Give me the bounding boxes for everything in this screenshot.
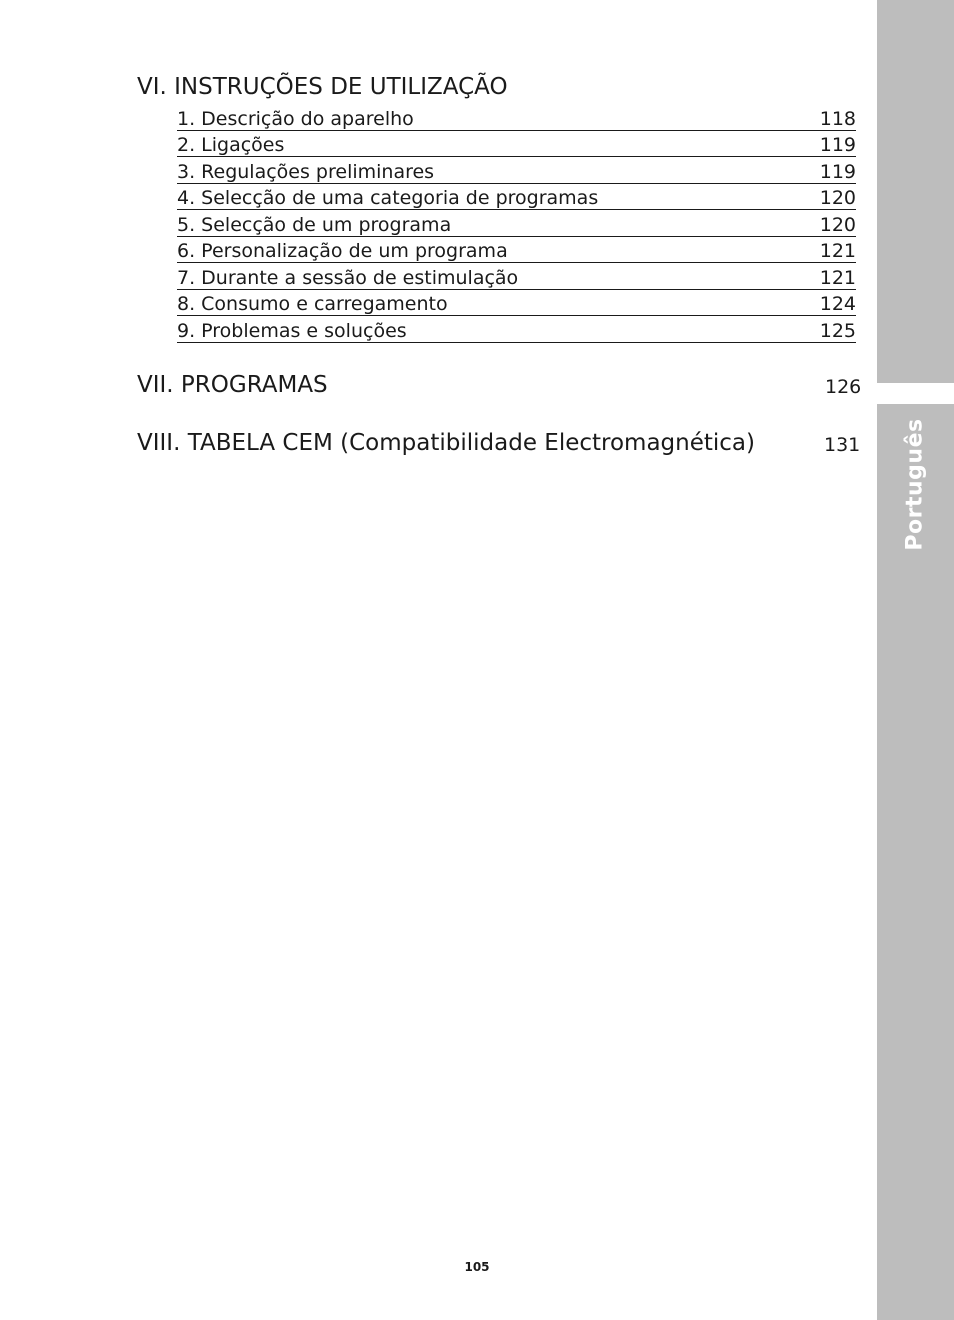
sidebar-tab-upper xyxy=(877,0,954,383)
toc-entry[interactable] xyxy=(177,183,856,210)
toc-entry-page: 119 xyxy=(819,134,856,156)
page-number: 105 xyxy=(464,1260,490,1274)
toc-entry-label: 9. Problemas e soluções xyxy=(177,320,407,342)
toc-entry[interactable] xyxy=(177,316,856,343)
toc-entry[interactable] xyxy=(177,236,856,263)
toc-entry-page: 125 xyxy=(819,320,856,342)
toc-entry-label: 8. Consumo e carregamento xyxy=(177,293,448,315)
toc-entry-page: 124 xyxy=(819,293,856,315)
section-title-viii[interactable]: VIII. TABELA CEM (Compatibilidade Electromagnética) xyxy=(137,430,755,456)
section-title-vii[interactable]: VII. PROGRAMAS xyxy=(137,372,328,398)
toc-entry[interactable] xyxy=(177,289,856,316)
toc-entry-label: 6. Personalização de um programa xyxy=(177,240,508,262)
section-page-vii: 126 xyxy=(825,376,862,398)
toc-entry-page: 121 xyxy=(819,267,856,289)
toc-entry-label: 3. Regulações preliminares xyxy=(177,161,435,183)
toc-entry-page: 121 xyxy=(819,240,856,262)
toc-entry-label: 7. Durante a sessão de estimulação xyxy=(177,267,519,289)
toc-entry[interactable] xyxy=(177,104,856,131)
toc-entry[interactable] xyxy=(177,263,856,290)
toc-entry-page: 119 xyxy=(819,161,856,183)
toc-entry[interactable] xyxy=(177,130,856,157)
toc-entry-page: 120 xyxy=(819,187,856,209)
sidebar-language-label: Português xyxy=(903,417,929,551)
section-title-vi: VI. INSTRUÇÕES DE UTILIZAÇÃO xyxy=(137,74,508,100)
toc-entry-page: 118 xyxy=(819,108,856,130)
section-page-viii: 131 xyxy=(824,434,861,456)
toc-entry-label: 1. Descrição do aparelho xyxy=(177,108,414,130)
toc-entry-label: 5. Selecção de um programa xyxy=(177,214,452,236)
toc-entry[interactable] xyxy=(177,157,856,184)
toc-entry-page: 120 xyxy=(819,214,856,236)
toc-entry-label: 4. Selecção de uma categoria de programas xyxy=(177,187,599,209)
toc-entry[interactable] xyxy=(177,210,856,237)
toc-entry-label: 2. Ligações xyxy=(177,134,285,156)
sidebar-language-label-wrap xyxy=(877,404,954,564)
